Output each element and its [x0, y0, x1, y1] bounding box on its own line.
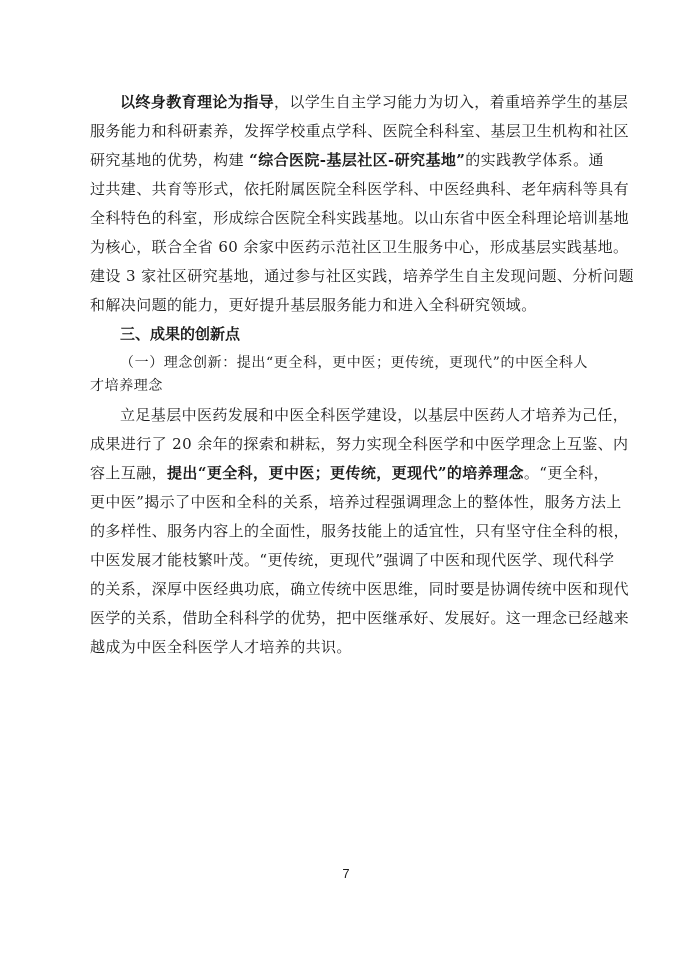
paragraph-2-line-3-post: 。“更全科，: [523, 464, 609, 482]
subsection-heading-line-2: 才培养理念: [90, 378, 163, 394]
paragraph-2-line-4: 更中医”揭示了中医和全科的关系，培养过程强调理念上的整体性，服务方法上: [90, 493, 622, 511]
paragraph-2-line-8: 医学的关系，借助全科科学的优势，把中医继承好、发展好。这一理念已经越来: [90, 609, 630, 627]
paragraph-1-line-7: 建设 3 家社区研究基地，通过参与社区实践，培养学生自主发现问题、分析问题: [90, 267, 634, 285]
paragraph-2-line-2: 成果进行了 20 余年的探索和耕耘，努力实现全科医学和中医学理念上互鉴、内: [90, 435, 629, 453]
paragraph-2-line-7: 的关系，深厚中医经典功底，确立传统中医思维，同时要是协调传统中医和现代: [90, 580, 630, 598]
paragraph-2-line-3-pre: 容上互融，: [90, 464, 168, 482]
paragraph-1-line-5: 全科特色的科室，形成综合医院全科实践基地。以山东省中医全科理论培训基地: [90, 209, 630, 227]
page-number: 7: [342, 866, 350, 881]
paragraph-2-line-6: 中医发展才能枝繁叶茂。“更传统，更现代”强调了中医和现代医学、现代科学: [90, 551, 615, 569]
section-heading: 三、成果的创新点: [120, 325, 241, 343]
paragraph-1-line-3-bold: “综合医院-基层社区-研究基地”: [249, 151, 466, 169]
paragraph-1-line-2: 服务能力和科研素养，发挥学校重点学科、医院全科科室、基层卫生机构和社区: [90, 122, 630, 140]
paragraph-1-line-1-rest: ，以学生自主学习能力为切入，着重培养学生的基层: [274, 93, 629, 111]
paragraph-2-line-5: 的多样性、服务内容上的全面性，服务技能上的适宜性，只有坚守住全科的根，: [90, 522, 630, 540]
paragraph-1-line-3-post: 的实践教学体系。通: [465, 151, 604, 169]
paragraph-1-line-1: [120, 92, 628, 112]
subsection-heading-line-1: （一）理念创新：提出“更全科，更中医；更传统，更现代”的中医全科人: [120, 355, 589, 371]
paragraph-2-line-1: 立足基层中医药发展和中医全科医学建设，以基层中医药人才培养为己任，: [120, 406, 629, 424]
paragraph-1-line-6: 为核心，联合全省 60 余家中医药示范社区卫生服务中心，形成基层实践基地。: [90, 238, 629, 256]
paragraph-2-line-3-bold: 提出“更全科，更中医；更传统，更现代”的培养理念: [167, 464, 524, 482]
paragraph-1-lead-bold: 以终身教育理论为指导: [120, 93, 275, 111]
paragraph-2-line-3: [90, 463, 609, 483]
paragraph-1-line-3: [90, 150, 604, 170]
paragraph-1-line-3-pre: 研究基地的优势，构建: [90, 151, 250, 169]
paragraph-2-line-9: 越成为中医全科医学人才培养的共识。: [90, 638, 352, 656]
paragraph-1-line-4: 过共建、共育等形式，依托附属医院全科医学科、中医经典科、老年病科等具有: [90, 180, 630, 198]
paragraph-1-line-8: 和解决问题的能力，更好提升基层服务能力和进入全科研究领域。: [90, 296, 537, 314]
